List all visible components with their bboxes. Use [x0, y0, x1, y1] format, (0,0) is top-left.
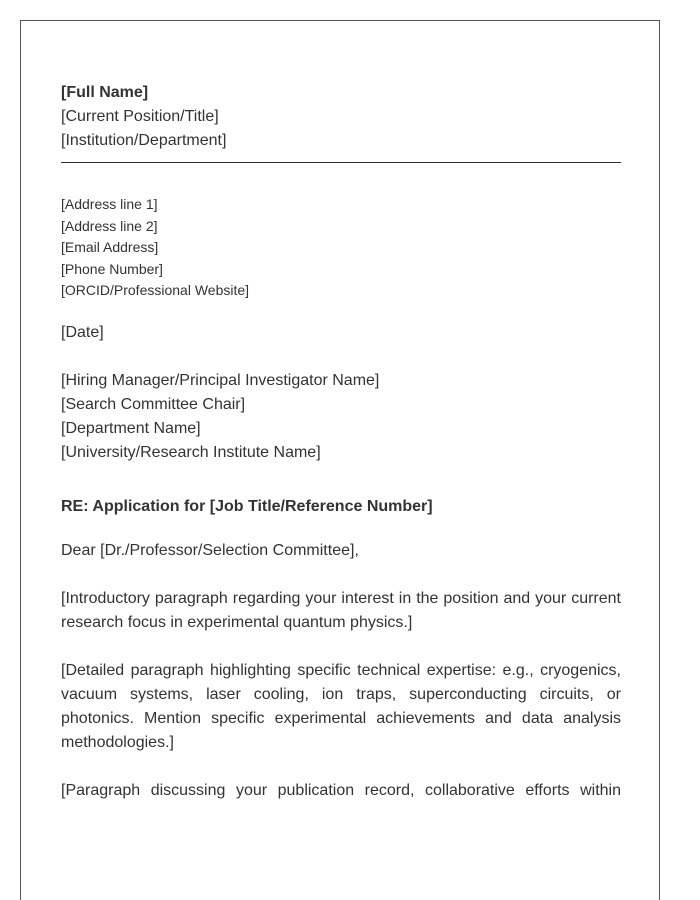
recipient-block: [61, 369, 621, 465]
letter-page: [20, 20, 660, 900]
header-divider: [61, 162, 621, 163]
contact-block: [61, 194, 621, 302]
intro-paragraph: [Introductory paragraph regarding your interest in the position and your current research focus in experimental quantum physics.]: [61, 590, 621, 631]
email-address: [Email Address]: [61, 239, 159, 255]
recipient-line-3: [Department Name]: [61, 420, 201, 437]
current-position: [Current Position/Title]: [61, 108, 219, 125]
greeting-block: [61, 539, 621, 563]
subject-block: [61, 495, 621, 519]
phone-number: [Phone Number]: [61, 260, 163, 277]
recipient-line-1: [Hiring Manager/Principal Investigator Name]: [61, 372, 380, 389]
institution-department: [Institution/Department]: [61, 132, 227, 149]
letter-date: [Date]: [61, 324, 104, 341]
address-line-2: [Address line 2]: [61, 217, 158, 234]
publication-paragraph: [Paragraph discussing your publication record, collaborative efforts within: [61, 782, 621, 799]
address-line-1: [Address line 1]: [61, 196, 158, 212]
subject-line: RE: Application for [Job Title/Reference Number]: [61, 498, 433, 515]
orcid-website: [ORCID/Professional Website]: [61, 282, 250, 298]
expertise-paragraph: [Detailed paragraph highlighting specific technical expertise: e.g., cryogenics, vacuum systems, laser cooling, ion traps, superconducting circuits, or photonics. Mention specific experimental achievements and data analysis methodologies.]: [61, 662, 621, 751]
date-block: [61, 321, 621, 345]
sender-header: [61, 81, 621, 153]
recipient-line-4: [University/Research Institute Name]: [61, 444, 321, 461]
salutation: Dear [Dr./Professor/Selection Committee],: [61, 542, 359, 559]
recipient-line-2: [Search Committee Chair]: [61, 396, 246, 413]
full-name: [Full Name]: [61, 84, 149, 101]
